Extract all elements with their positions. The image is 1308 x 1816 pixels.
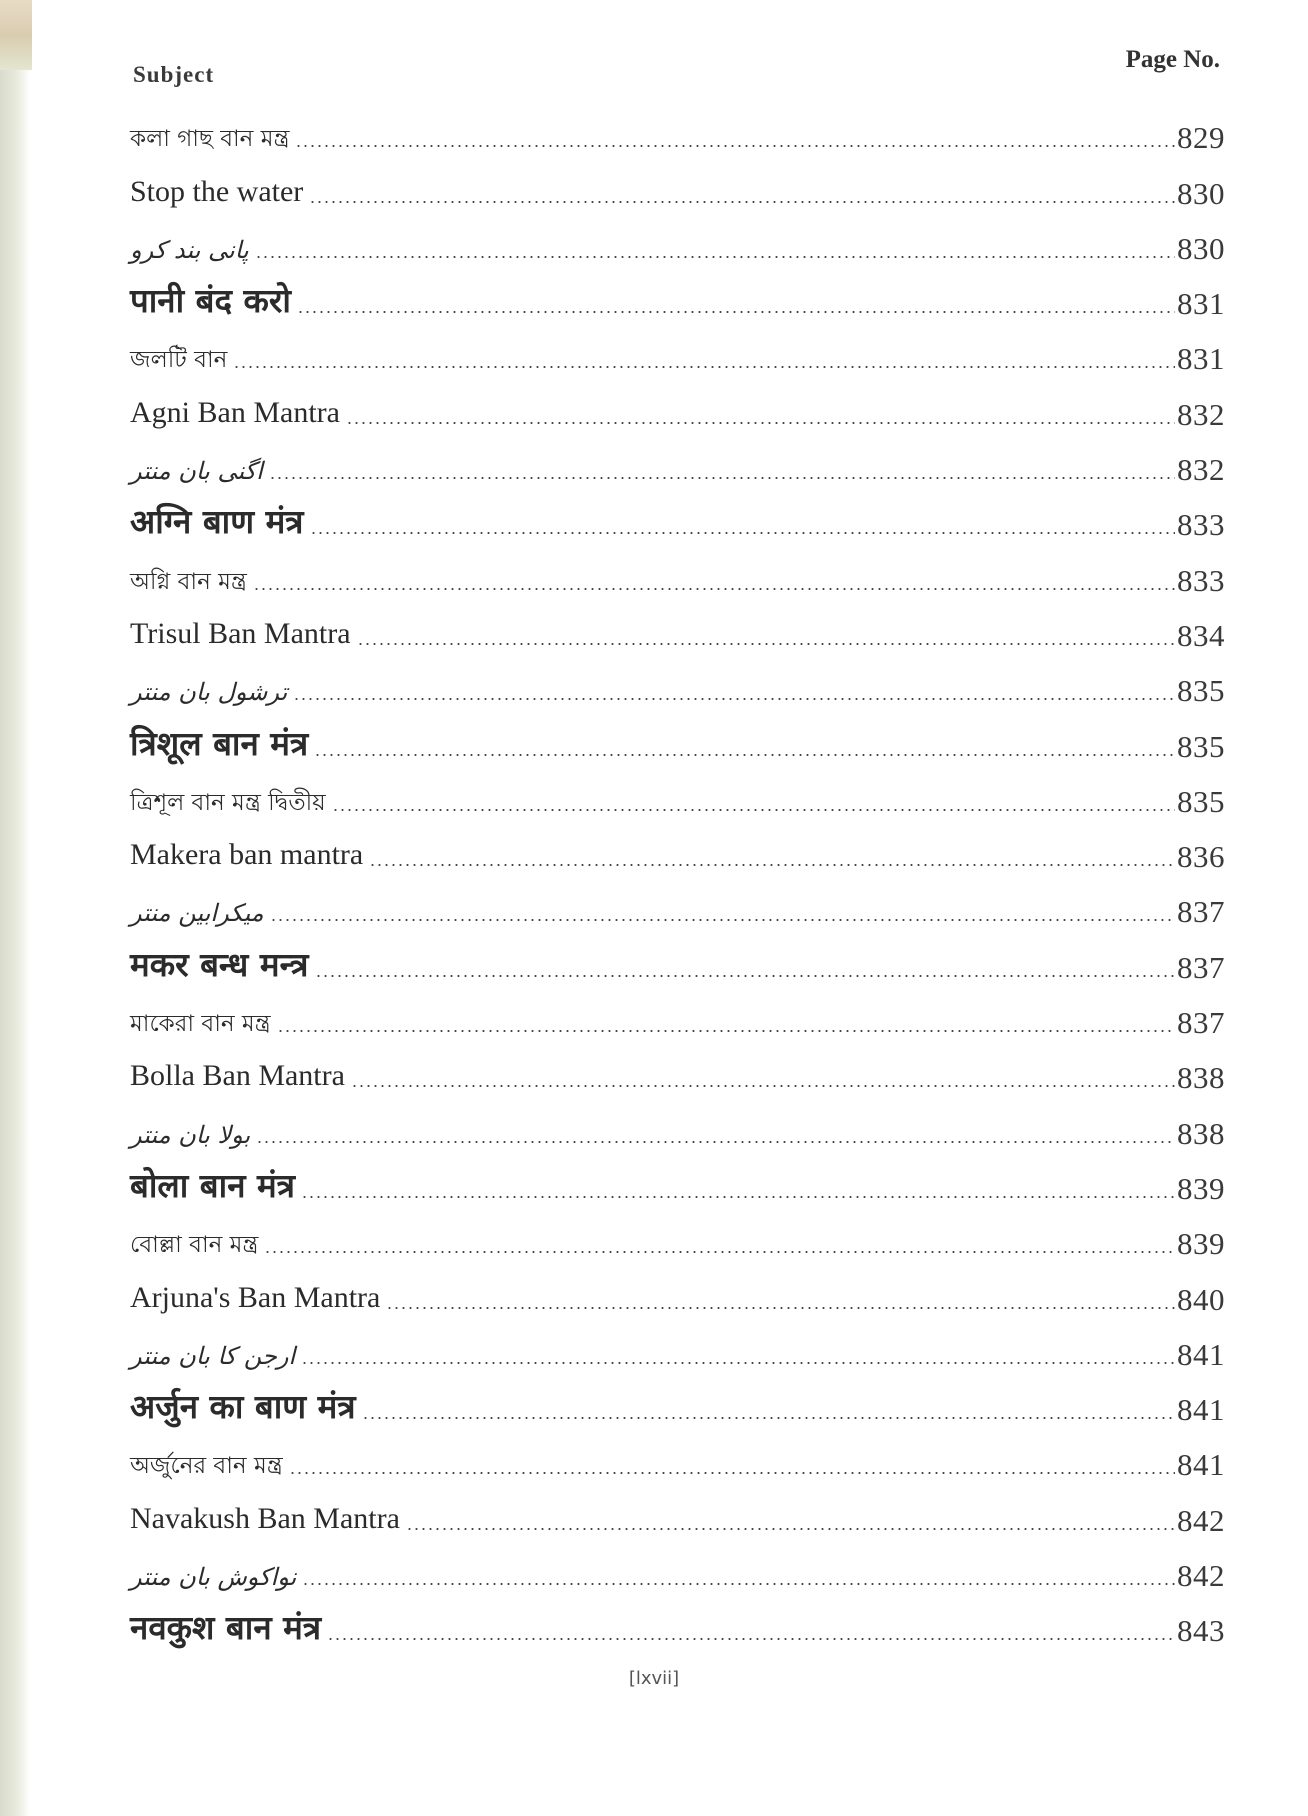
toc-entry-title: Bolla Ban Mantra — [130, 1059, 345, 1093]
toc-entry-title: Navakush Ban Mantra — [130, 1501, 400, 1535]
toc-entry-page-number: 833 — [1177, 507, 1225, 543]
dot-leader — [346, 421, 1175, 425]
dot-leader — [253, 587, 1175, 591]
subject-column-heading: Subject — [133, 62, 215, 87]
toc-entry — [130, 270, 1225, 325]
dot-leader — [315, 974, 1175, 978]
toc-entry-title: नवकुश बान मंत्र — [130, 1608, 322, 1648]
page-number-column-heading: Page No. — [1125, 46, 1220, 73]
toc-entry — [130, 1597, 1225, 1652]
toc-entry — [130, 1376, 1225, 1431]
toc-entry-title: त्रिशूल बान मंत्र — [130, 723, 309, 763]
dot-leader — [270, 918, 1175, 922]
toc-entry-title: بولا بان منتر — [130, 1120, 251, 1149]
toc-entry-title: نواکوش بان منتر — [130, 1563, 297, 1592]
dot-leader — [357, 642, 1175, 646]
dot-leader — [293, 697, 1175, 701]
toc-entry-title: پانی بند کرو — [130, 235, 249, 264]
toc-entry-page-number: 837 — [1177, 949, 1225, 985]
toc-entry — [130, 768, 1225, 823]
toc-entry-page-number: 831 — [1177, 286, 1225, 322]
toc-entry — [130, 1155, 1225, 1210]
toc-entry — [130, 1210, 1225, 1265]
toc-entry-page-number: 832 — [1177, 452, 1225, 488]
toc-entry-page-number: 830 — [1177, 230, 1225, 266]
toc-entry — [130, 1044, 1225, 1099]
toc-entry — [130, 546, 1225, 601]
toc-entry — [130, 933, 1225, 988]
toc-entry-title: पानी बंद करो — [130, 281, 291, 321]
dot-leader — [369, 863, 1175, 867]
toc-entry-page-number: 829 — [1177, 120, 1225, 156]
toc-entry-page-number: 835 — [1177, 728, 1225, 764]
toc-entry-page-number: 843 — [1177, 1613, 1225, 1649]
dot-leader — [269, 476, 1175, 480]
toc-entry-page-number: 840 — [1177, 1281, 1225, 1317]
toc-entry-page-number: 837 — [1177, 1005, 1225, 1041]
toc-entry-page-number: 837 — [1177, 894, 1225, 930]
toc-entry-title: Arjuna's Ban Mantra — [130, 1280, 381, 1314]
dot-leader — [362, 1416, 1175, 1420]
toc-entry-page-number: 839 — [1177, 1170, 1225, 1206]
toc-entry — [130, 436, 1225, 491]
toc-entry-page-number: 841 — [1177, 1392, 1225, 1428]
toc-entry — [130, 159, 1225, 214]
toc-entry-page-number: 835 — [1177, 783, 1225, 819]
dot-leader — [406, 1527, 1175, 1531]
dot-leader — [264, 1250, 1175, 1254]
toc-entry — [130, 657, 1225, 712]
dot-leader — [332, 808, 1175, 812]
dot-leader — [301, 1361, 1175, 1365]
toc-entry-page-number: 841 — [1177, 1447, 1225, 1483]
page-edge-corner — [0, 0, 32, 70]
toc-entry-page-number: 838 — [1177, 1060, 1225, 1096]
toc-entry-page-number: 839 — [1177, 1226, 1225, 1262]
toc-entry-title: ত্রিশূল বান মন্ত্র দ্বিতীয় — [130, 789, 326, 816]
dot-leader — [314, 753, 1175, 757]
toc-entry-page-number: 838 — [1177, 1115, 1225, 1151]
toc-entry-title: اگنی بان منتر — [130, 457, 263, 486]
toc-entry — [130, 1542, 1225, 1597]
toc-entry — [130, 325, 1225, 380]
toc-entry-title: মাকেরা বান মন্ত্র — [130, 1011, 271, 1038]
toc-entry-page-number: 834 — [1177, 617, 1225, 653]
toc-entry-title: मकर बन्ध मन्त्र — [130, 944, 309, 984]
toc-entry-page-number: 842 — [1177, 1502, 1225, 1538]
toc-entry — [130, 380, 1225, 435]
page-edge-shadow — [0, 0, 30, 1816]
toc-entry-title: ترشول بان منتر — [130, 678, 288, 707]
toc-entry-title: কলা গাছ বান মন্ত্র — [130, 126, 290, 153]
dot-leader — [295, 144, 1175, 148]
toc-entry-title: Agni Ban Mantra — [130, 395, 340, 429]
toc-entry-page-number: 831 — [1177, 341, 1225, 377]
toc-entry — [130, 823, 1225, 878]
toc-entry — [130, 1265, 1225, 1320]
toc-entry — [130, 1431, 1225, 1486]
dot-leader — [256, 1140, 1175, 1144]
dot-leader — [386, 1306, 1175, 1310]
toc-entry-title: অগ্নি বান মন্ত্র — [130, 568, 247, 595]
toc-entry-page-number: 835 — [1177, 673, 1225, 709]
toc-entry-title: میکرابین منتر — [130, 899, 264, 928]
page-footer-number: [lxvii] — [628, 1668, 680, 1689]
toc-entry — [130, 712, 1225, 767]
dot-leader — [302, 1582, 1175, 1586]
toc-entry — [130, 104, 1225, 159]
dot-leader — [255, 255, 1175, 259]
toc-entry-title: अर्जुन का बाण मंत्र — [130, 1387, 356, 1427]
toc-entry-page-number: 836 — [1177, 839, 1225, 875]
toc-entry — [130, 602, 1225, 657]
toc-entry-page-number: 830 — [1177, 175, 1225, 211]
toc-entry — [130, 1099, 1225, 1154]
dot-leader — [277, 1029, 1175, 1033]
toc-entry-title: Makera ban mantra — [130, 838, 364, 872]
toc-entry — [130, 989, 1225, 1044]
dot-leader — [351, 1084, 1175, 1088]
toc-entry-title: अग्नि बाण मंत्र — [130, 502, 304, 542]
toc-entry-page-number: 833 — [1177, 562, 1225, 598]
dot-leader — [327, 1637, 1175, 1641]
toc-entry — [130, 1321, 1225, 1376]
toc-entry-title: জলটি বান — [130, 347, 228, 374]
dot-leader — [301, 1195, 1175, 1199]
dot-leader — [297, 310, 1175, 314]
toc-entry — [130, 215, 1225, 270]
toc-entry-page-number: 842 — [1177, 1558, 1225, 1594]
table-of-contents — [130, 104, 1225, 1652]
toc-entry-page-number: 841 — [1177, 1336, 1225, 1372]
toc-entry-title: অর্জুনের বান মন্ত্র — [130, 1453, 283, 1480]
toc-entry-page-number: 832 — [1177, 396, 1225, 432]
dot-leader — [289, 1471, 1175, 1475]
toc-entry-title: Stop the water — [130, 174, 304, 208]
dot-leader — [309, 200, 1175, 204]
toc-entry-title: Trisul Ban Mantra — [130, 616, 351, 650]
toc-entry-title: ارجن کا بان منتر — [130, 1341, 296, 1370]
toc-entry — [130, 1486, 1225, 1541]
toc-entry-title: বোল্লা বান মন্ত্র — [130, 1232, 259, 1259]
toc-entry-title: बोला बान मंत्र — [130, 1165, 295, 1205]
toc-entry — [130, 491, 1225, 546]
dot-leader — [310, 531, 1175, 535]
toc-entry — [130, 878, 1225, 933]
dot-leader — [233, 365, 1175, 369]
